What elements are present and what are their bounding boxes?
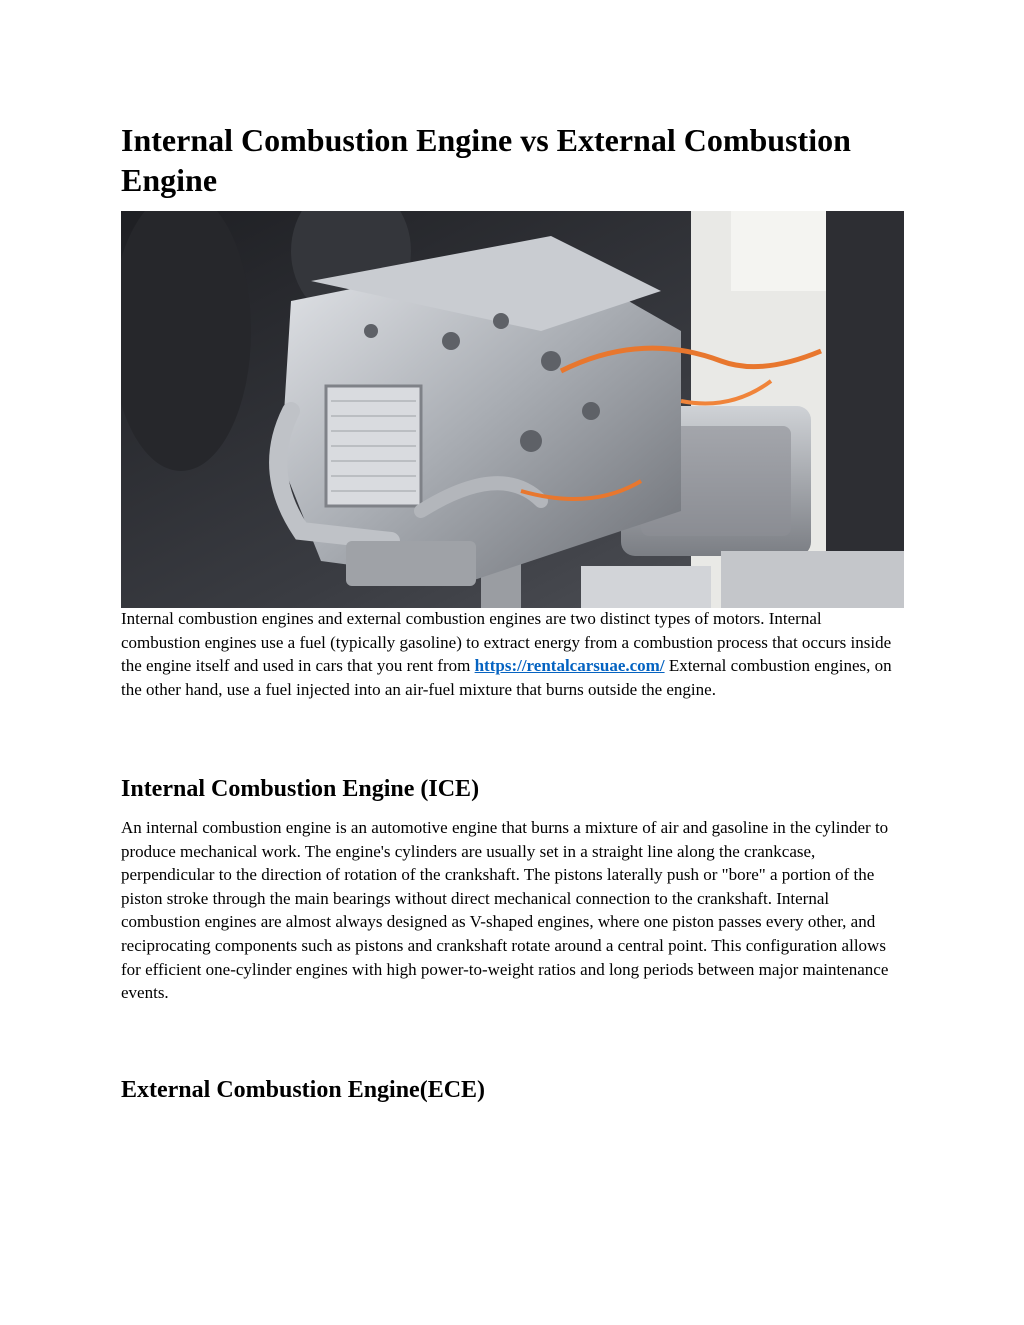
section-heading-ece: External Combustion Engine(ECE)	[121, 1077, 486, 1103]
intro-text-after-link: External combustion engines, on the other hand, use a fuel injected into an air-fuel mixture that burns outside the engine.	[121, 656, 892, 699]
rentalcarsuae-link[interactable]: https://rentalcarsuae.com/	[474, 656, 665, 676]
intro-paragraph	[121, 607, 904, 701]
section-body-ice: An internal combustion engine is an automotive engine that burns a mixture of air and gasoline in the cylinder to produce mechanical work. The engine's cylinders are usually set in a straight line along the crankcase, perpendicular to the direction of rotation of the crankshaft. The pistons laterally push or "bore" a portion of the piston stroke through the main bearings without direct mechanical connection to the crankshaft. Internal combustion engines are almost always designed as V-shaped engines, where one piston passes every other, and reciprocating components such as pistons and crankshaft rotate around a central point. This configuration allows for efficient one-cylinder engines with high power-to-weight ratios and long periods between major maintenance events.	[121, 818, 889, 1003]
engine-photo	[121, 211, 904, 608]
page-title: Internal Combustion Engine vs External Combustion Engine	[121, 122, 851, 198]
section-heading-ice: Internal Combustion Engine (ICE)	[121, 776, 480, 802]
intro-text-before-link: Internal combustion engines and external combustion engines are two distinct types of motors. Internal combustion engines use a fuel (typically gasoline) to extract energy from a combustion process that occurs inside the engine itself and used in cars that you rent from	[121, 609, 892, 676]
